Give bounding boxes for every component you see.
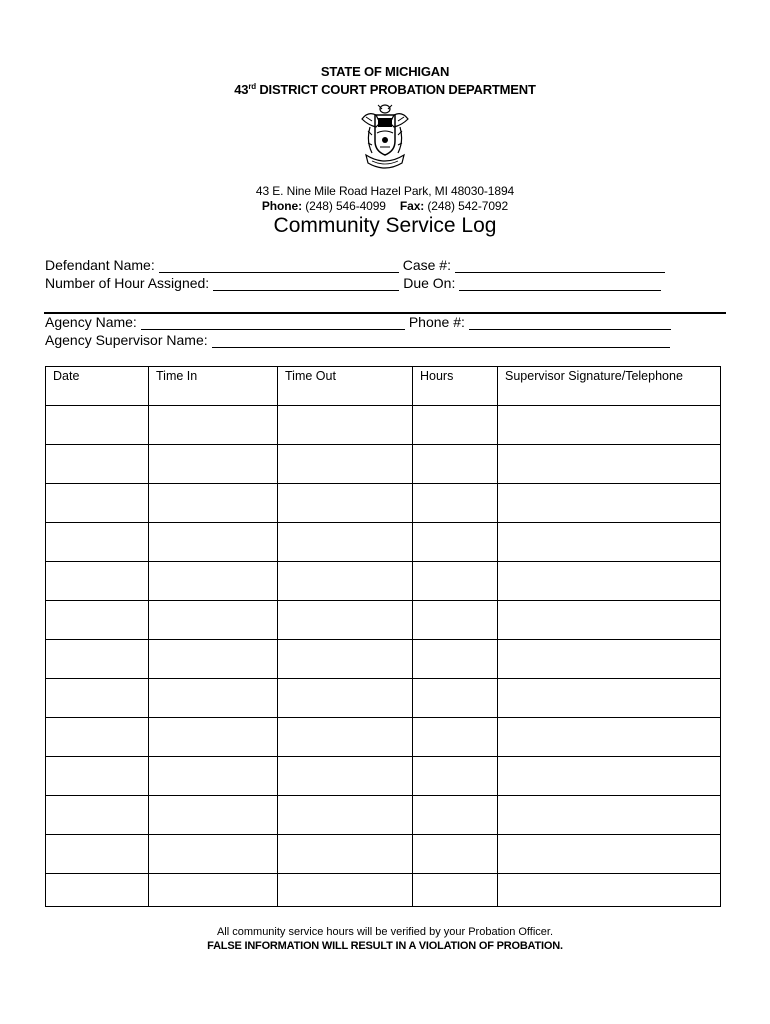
supervisor-signature-cell[interactable] [498, 874, 721, 907]
time-out-cell[interactable] [278, 679, 413, 718]
date-cell[interactable] [46, 484, 149, 523]
agency-phone-field[interactable] [469, 316, 671, 330]
defendant-name-field[interactable] [159, 259, 399, 273]
agency-phone-label: Phone #: [408, 314, 465, 330]
case-number-field[interactable] [455, 259, 665, 273]
hours-cell[interactable] [413, 406, 498, 445]
time-out-cell[interactable] [278, 484, 413, 523]
time-in-cell[interactable] [149, 523, 278, 562]
date-cell[interactable] [46, 757, 149, 796]
date-cell[interactable] [46, 445, 149, 484]
department-title [0, 82, 770, 97]
hours-cell[interactable] [413, 601, 498, 640]
supervisor-signature-cell[interactable] [498, 523, 721, 562]
hours-assigned-label: Number of Hour Assigned: [45, 275, 210, 291]
hours-cell[interactable] [413, 796, 498, 835]
supervisor-signature-cell[interactable] [498, 679, 721, 718]
footer-note: All community service hours will be verified by your Probation Officer. [216, 926, 554, 938]
supervisor-signature-cell[interactable] [498, 484, 721, 523]
time-out-cell[interactable] [278, 601, 413, 640]
hours-cell[interactable] [413, 640, 498, 679]
table-row [46, 874, 721, 907]
time-out-cell[interactable] [278, 874, 413, 907]
date-cell[interactable] [46, 679, 149, 718]
hours-cell[interactable] [413, 757, 498, 796]
hours-cell[interactable] [413, 835, 498, 874]
agency-name-field[interactable] [141, 316, 405, 330]
defendant-name-row [45, 257, 665, 273]
table-row [46, 445, 721, 484]
date-cell[interactable] [46, 796, 149, 835]
table-row [46, 601, 721, 640]
date-cell[interactable] [46, 874, 149, 907]
time-in-cell[interactable] [149, 796, 278, 835]
date-cell[interactable] [46, 835, 149, 874]
time-in-cell[interactable] [149, 718, 278, 757]
footer-warning: FALSE INFORMATION WILL RESULT IN A VIOLATION OF PROBATION. [207, 940, 563, 952]
time-in-cell[interactable] [149, 445, 278, 484]
due-on-field[interactable] [459, 277, 661, 291]
michigan-state-seal-icon [358, 103, 412, 173]
hours-cell[interactable] [413, 523, 498, 562]
table-row [46, 484, 721, 523]
table-header-row [46, 367, 721, 406]
time-in-cell[interactable] [149, 406, 278, 445]
date-cell[interactable] [46, 640, 149, 679]
hours-cell[interactable] [413, 484, 498, 523]
time-in-cell[interactable] [149, 679, 278, 718]
column-header-date: Date [46, 367, 149, 406]
date-cell[interactable] [46, 562, 149, 601]
agency-name-label: Agency Name: [45, 314, 137, 330]
time-out-cell[interactable] [278, 796, 413, 835]
agency-supervisor-row [45, 332, 670, 348]
time-out-cell[interactable] [278, 445, 413, 484]
hours-cell[interactable] [413, 718, 498, 757]
agency-supervisor-field[interactable] [212, 334, 670, 348]
document-title: Community Service Log [273, 214, 497, 237]
table-row [46, 718, 721, 757]
phone-label: Phone: [261, 199, 302, 213]
time-in-cell[interactable] [149, 562, 278, 601]
state-title: STATE OF MICHIGAN [320, 64, 450, 79]
case-number-label: Case #: [402, 257, 451, 273]
time-out-cell[interactable] [278, 718, 413, 757]
hours-assigned-row [45, 275, 661, 291]
table-row [46, 406, 721, 445]
hours-cell[interactable] [413, 679, 498, 718]
table-row [46, 679, 721, 718]
column-header-hours: Hours [413, 367, 498, 406]
time-out-cell[interactable] [278, 523, 413, 562]
time-in-cell[interactable] [149, 757, 278, 796]
column-header-time-out: Time Out [278, 367, 413, 406]
date-cell[interactable] [46, 601, 149, 640]
department-ordinal: 43 [234, 82, 249, 97]
phone-value: (248) 546-4099 [305, 199, 386, 213]
table-row [46, 562, 721, 601]
hours-cell[interactable] [413, 562, 498, 601]
contact-line [0, 199, 770, 213]
table-row [46, 796, 721, 835]
table-row [46, 523, 721, 562]
time-in-cell[interactable] [149, 835, 278, 874]
hours-cell[interactable] [413, 874, 498, 907]
time-out-cell[interactable] [278, 562, 413, 601]
supervisor-signature-cell[interactable] [498, 757, 721, 796]
table-row [46, 640, 721, 679]
supervisor-signature-cell[interactable] [498, 562, 721, 601]
table-row [46, 757, 721, 796]
agency-name-row [45, 314, 671, 330]
time-in-cell[interactable] [149, 601, 278, 640]
department-name: DISTRICT COURT PROBATION DEPARTMENT [255, 82, 536, 97]
department-ordinal-suffix: rd [248, 82, 256, 91]
supervisor-signature-cell[interactable] [498, 640, 721, 679]
time-out-cell[interactable] [278, 757, 413, 796]
agency-supervisor-label: Agency Supervisor Name: [45, 332, 208, 348]
table-row [46, 835, 721, 874]
supervisor-signature-cell[interactable] [498, 796, 721, 835]
time-out-cell[interactable] [278, 406, 413, 445]
date-cell[interactable] [46, 718, 149, 757]
time-in-cell[interactable] [149, 484, 278, 523]
date-cell[interactable] [46, 406, 149, 445]
time-out-cell[interactable] [278, 640, 413, 679]
fax-value: (248) 542-7092 [427, 199, 509, 213]
supervisor-signature-cell[interactable] [498, 835, 721, 874]
date-cell[interactable] [46, 523, 149, 562]
supervisor-signature-cell[interactable] [498, 601, 721, 640]
time-in-cell[interactable] [149, 640, 278, 679]
service-log-table [45, 366, 721, 907]
column-header-supervisor-signature: Supervisor Signature/Telephone [498, 367, 721, 406]
defendant-name-label: Defendant Name: [45, 257, 155, 273]
supervisor-signature-cell[interactable] [498, 718, 721, 757]
court-address: 43 E. Nine Mile Road Hazel Park, MI 48030-1894 [255, 184, 515, 198]
table-body [46, 406, 721, 907]
fax-label: Fax: [399, 199, 425, 213]
supervisor-signature-cell[interactable] [498, 445, 721, 484]
supervisor-signature-cell[interactable] [498, 406, 721, 445]
time-out-cell[interactable] [278, 835, 413, 874]
hours-cell[interactable] [413, 445, 498, 484]
due-on-label: Due On: [403, 275, 456, 291]
column-header-time-in: Time In [149, 367, 278, 406]
hours-assigned-field[interactable] [213, 277, 399, 291]
time-in-cell[interactable] [149, 874, 278, 907]
